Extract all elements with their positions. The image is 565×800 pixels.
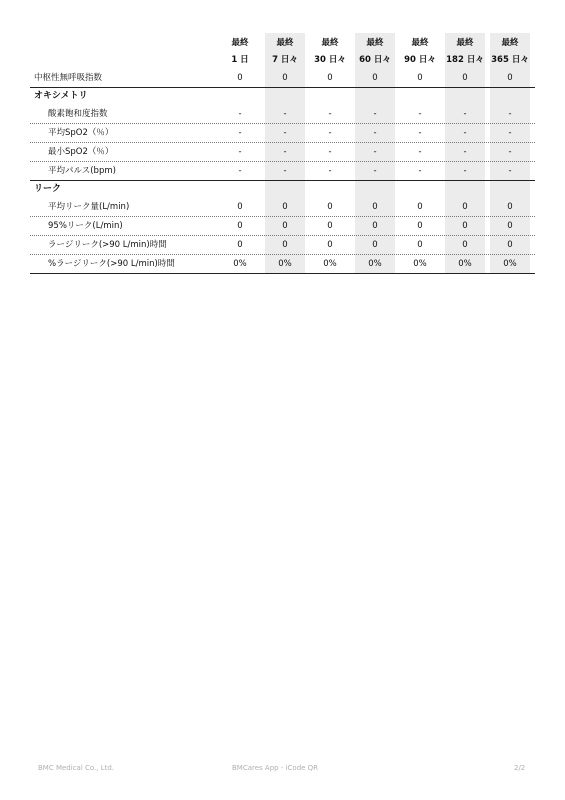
table-cell: -	[373, 147, 377, 157]
column-header	[220, 33, 260, 69]
table-row	[30, 217, 535, 236]
table-cell: -	[328, 109, 332, 119]
column-header-bottom: 1 日	[231, 55, 249, 65]
table-cell: 0	[372, 221, 378, 231]
table-row	[30, 236, 535, 255]
column-header-bottom: 30 日々	[314, 55, 346, 65]
table-cell: 0	[417, 202, 423, 212]
table-cell: -	[238, 109, 242, 119]
column-shade	[490, 181, 530, 198]
column-header	[445, 33, 485, 69]
table-cell: -	[418, 166, 422, 176]
column-header-bottom: 365 日々	[491, 55, 529, 65]
column-header	[490, 33, 530, 69]
table-cell: 0	[237, 73, 243, 83]
table-cell: 0%	[278, 259, 292, 269]
row-label: 平均SpO2（％）	[48, 128, 114, 138]
table-cell: 0	[327, 240, 333, 250]
section-row	[30, 88, 535, 105]
column-shade	[265, 88, 305, 105]
table-cell: -	[238, 166, 242, 176]
table-cell: 0	[282, 73, 288, 83]
report-table	[30, 33, 535, 274]
table-cell: -	[328, 166, 332, 176]
column-shade	[265, 181, 305, 198]
column-header-bottom: 60 日々	[359, 55, 391, 65]
table-cell: -	[238, 147, 242, 157]
row-label: 平均リーク量(L/min)	[48, 202, 130, 212]
table-cell: -	[463, 128, 467, 138]
table-cell: 0	[327, 221, 333, 231]
table-cell: -	[373, 109, 377, 119]
table-cell: 0	[462, 73, 468, 83]
column-header-top: 最終	[501, 38, 519, 48]
column-header-bottom: 182 日々	[446, 55, 484, 65]
column-header-top: 最終	[366, 38, 384, 48]
row-label: 最小SpO2（％）	[48, 147, 114, 157]
table-cell: -	[328, 147, 332, 157]
table-cell: 0%	[413, 259, 427, 269]
table-row	[30, 255, 535, 274]
column-header-bottom: 90 日々	[404, 55, 436, 65]
table-row	[30, 198, 535, 217]
table-cell: -	[373, 166, 377, 176]
table-cell: -	[508, 109, 512, 119]
table-cell: 0	[372, 202, 378, 212]
table-cell: 0%	[233, 259, 247, 269]
column-header-top: 最終	[411, 38, 429, 48]
table-cell: -	[373, 128, 377, 138]
table-cell: 0	[417, 73, 423, 83]
footer-company: BMC Medical Co., Ltd.	[38, 764, 115, 772]
column-header	[355, 33, 395, 69]
column-header-top: 最終	[456, 38, 474, 48]
table-cell: -	[418, 147, 422, 157]
table-cell: -	[283, 147, 287, 157]
table-cell: 0%	[503, 259, 517, 269]
table-cell: 0	[237, 221, 243, 231]
table-row	[30, 143, 535, 162]
table-cell: 0	[462, 240, 468, 250]
table-cell: -	[463, 147, 467, 157]
table-cell: 0	[462, 221, 468, 231]
row-label: 酸素飽和度指数	[48, 109, 108, 119]
table-cell: 0	[507, 202, 513, 212]
footer-app-name: BMCares App - iCode QR	[232, 764, 319, 772]
table-cell: -	[418, 128, 422, 138]
table-row	[30, 69, 535, 88]
table-cell: -	[463, 109, 467, 119]
section-heading: オキシメトリ	[34, 91, 88, 101]
table-cell: 0	[282, 240, 288, 250]
table-cell: -	[508, 147, 512, 157]
column-header	[400, 33, 440, 69]
table-cell: 0%	[458, 259, 472, 269]
column-shade	[445, 181, 485, 198]
footer-page-number: 2/2	[514, 764, 526, 772]
table-cell: 0	[327, 73, 333, 83]
column-header	[310, 33, 350, 69]
table-cell: 0	[462, 202, 468, 212]
table-cell: 0	[507, 221, 513, 231]
table-cell: 0	[372, 73, 378, 83]
row-label: ラージリーク(>90 L/min)時間	[48, 240, 167, 250]
column-shade	[445, 88, 485, 105]
table-cell: 0	[417, 221, 423, 231]
table-cell: 0	[237, 240, 243, 250]
table-cell: 0	[372, 240, 378, 250]
table-cell: 0	[237, 202, 243, 212]
table-cell: -	[508, 166, 512, 176]
column-shade	[490, 88, 530, 105]
table-body	[30, 69, 535, 274]
table-cell: -	[283, 128, 287, 138]
row-label: 95%リーク(L/min)	[48, 221, 123, 231]
column-header-top: 最終	[321, 38, 339, 48]
section-row	[30, 181, 535, 198]
table-cell: 0	[417, 240, 423, 250]
table-cell: 0	[507, 73, 513, 83]
column-header	[265, 33, 305, 69]
section-heading: リーク	[34, 184, 62, 194]
column-shade	[355, 181, 395, 198]
row-label: 中枢性無呼吸指数	[34, 73, 103, 83]
table-cell: -	[463, 166, 467, 176]
table-cell: -	[508, 128, 512, 138]
table-row	[30, 105, 535, 124]
table-cell: 0%	[323, 259, 337, 269]
table-cell: 0	[282, 221, 288, 231]
column-header-top: 最終	[231, 38, 249, 48]
table-cell: 0	[327, 202, 333, 212]
column-header-bottom: 7 日々	[272, 55, 298, 65]
row-divider	[30, 273, 535, 274]
table-cell: 0	[282, 202, 288, 212]
table-cell: -	[238, 128, 242, 138]
row-label: 平均パルス(bpm)	[48, 166, 116, 176]
table-cell: -	[283, 109, 287, 119]
table-cell: -	[418, 109, 422, 119]
table-row	[30, 162, 535, 181]
table-header	[30, 33, 535, 69]
table-row	[30, 124, 535, 143]
table-cell: 0%	[368, 259, 382, 269]
column-shade	[355, 88, 395, 105]
column-header-top: 最終	[276, 38, 294, 48]
row-label: %ラージリーク(>90 L/min)時間	[48, 259, 175, 269]
table-cell: -	[283, 166, 287, 176]
table-cell: 0	[507, 240, 513, 250]
table-cell: -	[328, 128, 332, 138]
